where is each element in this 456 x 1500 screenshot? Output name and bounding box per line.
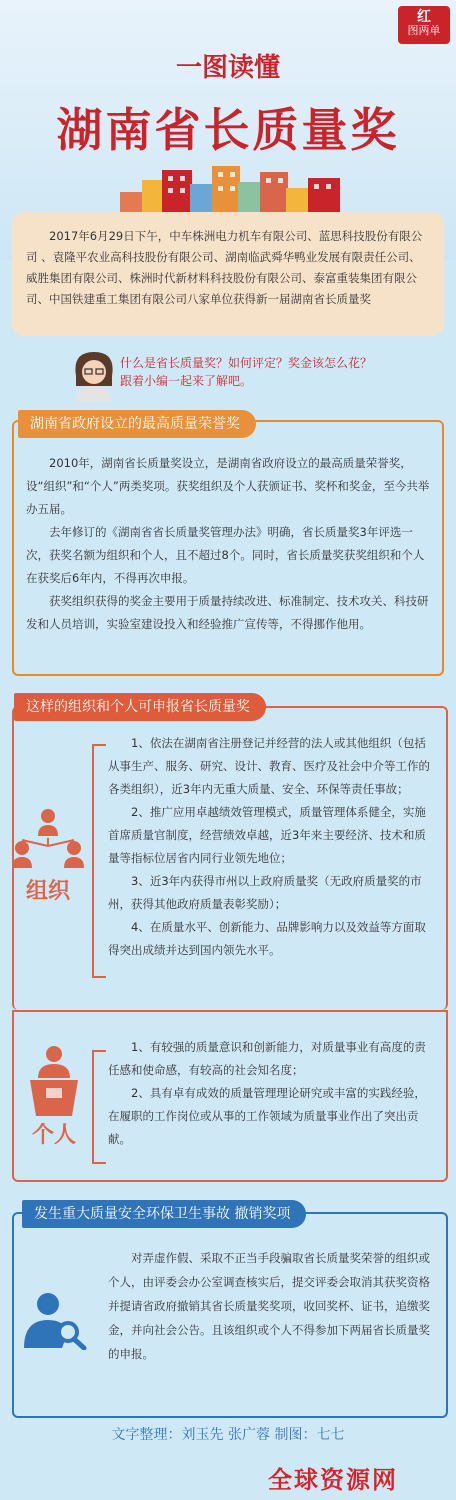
organization-icon xyxy=(8,806,88,870)
org-criteria-list xyxy=(108,732,434,962)
person-search-icon xyxy=(22,1290,88,1350)
list-item: 2、推广应用卓越绩效管理模式，质量管理体系健全，实施首席质量官制度，经营绩效卓越，近3年来主要经济、技术和质量等指标位居省内同行业领先地位； xyxy=(108,805,426,865)
list-item: 1、依法在湖南省注册登记并经营的法人或其他组织（包括从事生产、服务、研究、设计、教育、医疗及社会中介等工作的各类组织），近3年内无重大质量、安全、环保等责任事故； xyxy=(108,736,430,796)
section-revocation-body: 对弄虚作假、采取不正当手段骗取省长质量奖荣誉的组织或个人，由评委会办公室调查核实后，提交评委会取消其获奖资格并提请省政府撤销其省长质量奖奖项，收回奖杯、证书，追缴奖金，并向社会公告。且该组织或个人不得参加下两届省长质量奖的申报。 xyxy=(108,1251,430,1361)
brand-logo xyxy=(398,6,450,44)
watermark: 全球资源网 xyxy=(268,1466,398,1494)
person-label: 个人 xyxy=(31,1123,76,1148)
intro-box: 2017年6月29日下午，中车株洲电力机车有限公司、蓝思科技股份有限公司 、袁隆平农业高科技股份有限公司、湖南临武舜华鸭业发展有限责任公司、威胜集团有限公司、株洲时代新材料科技股份有限公司、泰富重装集团有限公司、中国铁建重工集团有限公司八家单位获得新一届湖南省长质量奖 xyxy=(12,212,444,336)
section-award-intro-tab: 湖南省政府设立的最高质量荣誉奖 xyxy=(18,410,256,438)
paragraph: 去年修订的《湖南省省长质量奖管理办法》明确，省长质量奖3年评选一次，获奖名额为组织和个人，且不超过8个。同时，省长质量奖获奖组织和个人在获奖后6年内，不得再次申报。 xyxy=(26,525,425,585)
page-title: 湖南省长质量奖 xyxy=(56,103,400,157)
pretitle: 一图读懂 xyxy=(175,53,280,83)
paragraph: 获奖组织获得的奖金主要用于质量持续改进、标准制定、技术攻关、科技研发和人员培训，实验室建设投入和经验推广宣传等，不得挪作他用。 xyxy=(26,594,429,631)
city-buildings-icon xyxy=(120,162,340,214)
credits: 文字整理：刘玉先 张广蓉 制图：七七 xyxy=(111,1427,345,1443)
reporter-avatar-icon xyxy=(66,346,122,402)
question-text: 什么是省长质量奖？如何评定？奖金该怎么花？ 跟着小编一起来了解吧。 xyxy=(120,356,373,388)
brand-mark: 红 xyxy=(417,9,431,25)
person-bracket xyxy=(92,1050,106,1164)
section-award-intro-body xyxy=(26,452,430,636)
speaker-podium-icon xyxy=(24,1044,84,1116)
org-label: 组织 xyxy=(25,879,70,904)
list-item: 1、有较强的质量意识和创新能力，对质量事业有高度的责任感和使命感，有较高的社会知名度； xyxy=(108,1040,426,1077)
section-revocation-tab: 发生重大质量安全环保卫生事故 撤销奖项 xyxy=(22,1200,306,1228)
brand-name: 图两单 xyxy=(407,24,441,37)
list-item: 2、具有卓有成效的质量管理理论研究或丰富的实践经验，在履职的工作岗位或从事的工作领域为质量事业作出了突出贡献。 xyxy=(108,1086,426,1146)
list-item: 4、在质量水平、创新能力、品牌影响力以及效益等方面取得突出成绩并达到国内领先水平。 xyxy=(108,920,426,957)
org-bracket xyxy=(92,744,106,978)
list-item: 3、近3年内获得市州以上政府质量奖（无政府质量奖的市州，获得其他政府质量表彰奖励）； xyxy=(108,874,422,911)
person-criteria-list xyxy=(108,1036,434,1151)
section-eligibility-tab: 这样的组织和个人可申报省长质量奖 xyxy=(14,693,266,721)
paragraph: 2010年，湖南省长质量奖设立，是湖南省政府设立的最高质量荣誉奖，设“组织”和“个人”两类奖项。获奖组织及个人获颁证书、奖杯和奖金，至今共举办五届。 xyxy=(26,456,430,516)
